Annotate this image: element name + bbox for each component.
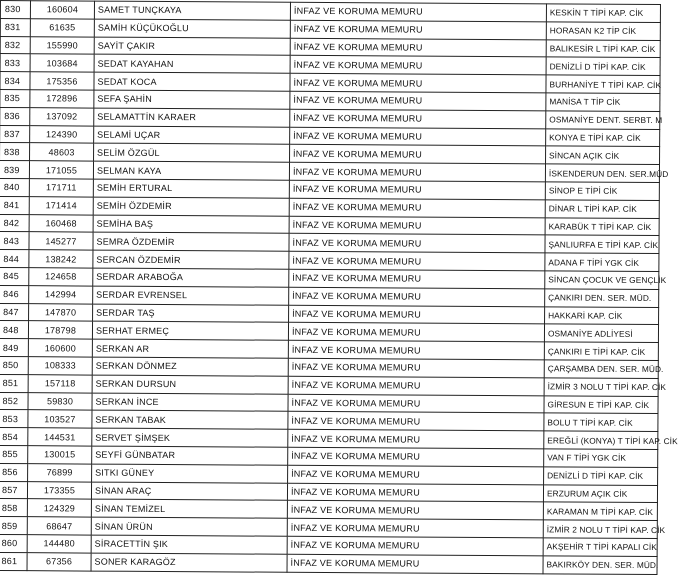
full-name-cell: SELAMATTİN KARAER — [94, 108, 290, 127]
job-title-cell: İNFAZ VE KORUMA MEMURU — [289, 180, 545, 199]
job-title-cell: İNFAZ VE KORUMA MEMURU — [287, 536, 543, 555]
full-name-cell: SERKAN DURSUN — [92, 375, 288, 394]
full-name-cell: SERKAN TABAK — [92, 410, 288, 429]
institution-cell: EREĞLİ (KONYA) T TİPİ KAP. CİK — [544, 431, 658, 449]
institution-cell: OSMANİYE DENT. SERBT. M — [546, 111, 660, 129]
row-number-cell: 859 — [0, 517, 27, 535]
institution-cell: DİNAR L TİPİ KAP. CİK — [545, 200, 659, 218]
registry-number-cell: 145277 — [29, 232, 93, 250]
institution-cell: İZMİR 3 NOLU T TİPİ KAP. CİK — [544, 378, 658, 396]
row-number-cell: 856 — [0, 463, 28, 481]
registry-number-cell: 103527 — [28, 410, 92, 428]
row-number-cell: 858 — [0, 499, 27, 517]
row-number-cell: 853 — [0, 410, 28, 428]
full-name-cell: SERCAN ÖZDEMİR — [93, 250, 289, 269]
full-name-cell: SİNAN ARAÇ — [91, 482, 287, 501]
full-name-cell: SİRACETTİN ŞIK — [91, 535, 287, 554]
full-name-cell: SEFA ŞAHİN — [94, 90, 290, 109]
full-name-cell: SEMİH ÖZDEMİR — [93, 197, 289, 216]
job-title-cell: İNFAZ VE KORUMA MEMURU — [290, 91, 546, 110]
full-name-cell: SEYFİ GÜNBATAR — [92, 446, 288, 465]
registry-number-cell: 138242 — [29, 250, 93, 268]
job-title-cell: İNFAZ VE KORUMA MEMURU — [290, 56, 546, 75]
job-title-cell: İNFAZ VE KORUMA MEMURU — [288, 340, 544, 359]
registry-number-cell: 157118 — [28, 374, 92, 392]
row-number-cell: 832 — [0, 36, 30, 54]
job-title-cell: İNFAZ VE KORUMA MEMURU — [287, 483, 543, 502]
registry-number-cell: 173355 — [27, 481, 91, 499]
registry-number-cell: 147870 — [29, 303, 93, 321]
job-title-cell: İNFAZ VE KORUMA MEMURU — [289, 251, 545, 270]
full-name-cell: SAMET TUNÇKAYA — [94, 1, 290, 20]
job-title-cell: İNFAZ VE KORUMA MEMURU — [289, 287, 545, 306]
full-name-cell: SAYİT ÇAKIR — [94, 37, 290, 56]
institution-cell: MANİSA T TİP CİK — [546, 93, 660, 111]
job-title-cell: İNFAZ VE KORUMA MEMURU — [289, 269, 545, 288]
full-name-cell: SERKAN İNCE — [92, 393, 288, 412]
institution-cell: VAN F TİPİ YGK CİK — [544, 449, 658, 467]
institution-cell: ERZURUM AÇIK CİK — [543, 484, 657, 502]
institution-cell: ÇANKIRI DEN. SER. MÜD. — [545, 289, 659, 307]
institution-cell: SİNOP E TİPİ CİK — [545, 182, 659, 200]
job-title-cell: İNFAZ VE KORUMA MEMURU — [289, 198, 545, 217]
registry-number-cell: 130015 — [28, 446, 92, 464]
row-number-cell: 847 — [0, 303, 29, 321]
row-number-cell: 834 — [0, 72, 30, 90]
job-title-cell: İNFAZ VE KORUMA MEMURU — [288, 323, 544, 342]
job-title-cell: İNFAZ VE KORUMA MEMURU — [288, 358, 544, 377]
job-title-cell: İNFAZ VE KORUMA MEMURU — [290, 2, 546, 21]
full-name-cell: SERVET ŞİMŞEK — [92, 428, 288, 447]
row-number-cell: 857 — [0, 481, 28, 499]
institution-cell: ÇARŞAMBA DEN. SER. MÜD. — [544, 360, 658, 378]
institution-cell: HORASAN K2 TİP CİK — [546, 22, 660, 40]
full-name-cell: SELMAN KAYA — [93, 161, 289, 180]
full-name-cell: SİNAN ÜRÜN — [91, 517, 287, 536]
registry-number-cell: 124390 — [30, 125, 94, 143]
institution-cell: SİNCAN AÇIK CİK — [546, 146, 660, 164]
institution-cell: BURHANİYE T TİPİ KAP. CİK — [546, 75, 660, 93]
full-name-cell: SONER KARAGÖZ — [91, 553, 287, 572]
row-number-cell: 860 — [0, 534, 27, 552]
personnel-table-body — [0, 1, 678, 575]
full-name-cell: SAMİH KÜÇÜKOĞLU — [94, 19, 290, 38]
institution-cell: KONYA E TİPİ KAP. CİK — [546, 128, 660, 146]
full-name-cell: SELAMİ UÇAR — [94, 126, 290, 145]
registry-number-cell: 142994 — [29, 285, 93, 303]
institution-cell: ÇANKIRI E TİPİ KAP. CİK — [544, 342, 658, 360]
row-number-cell: 842 — [0, 214, 29, 232]
job-title-cell: İNFAZ VE KORUMA MEMURU — [288, 412, 544, 431]
institution-cell: DENİZLİ D TİPİ KAP. CİK — [544, 467, 658, 485]
registry-number-cell: 124658 — [29, 268, 93, 286]
full-name-cell: SITKI GÜNEY — [92, 464, 288, 483]
row-number-cell: 838 — [0, 143, 30, 161]
job-title-cell: İNFAZ VE KORUMA MEMURU — [290, 127, 546, 146]
row-number-cell: 854 — [0, 428, 28, 446]
full-name-cell: SERDAR EVRENSEL — [93, 286, 289, 305]
row-number-cell: 845 — [0, 267, 29, 285]
institution-cell: BAKIRKÖY DEN. SER. MÜD. — [543, 556, 657, 574]
row-number-cell: 839 — [0, 161, 30, 179]
table-row — [0, 552, 657, 574]
row-number-cell: 833 — [0, 54, 30, 72]
registry-number-cell: 144480 — [27, 535, 91, 553]
registry-number-cell: 59830 — [28, 392, 92, 410]
full-name-cell: SEDAT KOCA — [94, 72, 290, 91]
institution-cell: KARAMAN M TİPİ KAP. CİK — [543, 502, 657, 520]
institution-cell: ADANA F TİPİ YGK CİK — [545, 253, 659, 271]
row-number-cell: 850 — [0, 356, 28, 374]
job-title-cell: İNFAZ VE KORUMA MEMURU — [290, 38, 546, 57]
row-number-cell: 852 — [0, 392, 28, 410]
row-number-cell: 843 — [0, 232, 29, 250]
job-title-cell: İNFAZ VE KORUMA MEMURU — [288, 376, 544, 395]
institution-cell: İZMİR 2 NOLU T TİPİ KAP. CİK — [543, 520, 657, 538]
job-title-cell: İNFAZ VE KORUMA MEMURU — [288, 429, 544, 448]
job-title-cell: İNFAZ VE KORUMA MEMURU — [287, 518, 543, 537]
registry-number-cell: 108333 — [28, 357, 92, 375]
registry-number-cell: 171711 — [29, 179, 93, 197]
job-title-cell: İNFAZ VE KORUMA MEMURU — [287, 501, 543, 520]
job-title-cell: İNFAZ VE KORUMA MEMURU — [287, 554, 543, 573]
institution-cell: BOLU T TİPİ KAP. CİK — [544, 413, 658, 431]
registry-number-cell: 172896 — [30, 90, 94, 108]
registry-number-cell: 144531 — [28, 428, 92, 446]
registry-number-cell: 68647 — [27, 517, 91, 535]
full-name-cell: SEMRA ÖZDEMİR — [93, 232, 289, 251]
row-number-cell: 836 — [0, 107, 30, 125]
institution-cell: DENİZLİ D TİPİ KAP. CİK — [546, 57, 660, 75]
registry-number-cell: 171414 — [29, 196, 93, 214]
registry-number-cell: 76899 — [28, 463, 92, 481]
institution-cell: KESKİN T TİPİ KAP. CİK — [546, 4, 660, 22]
full-name-cell: SERKAN AR — [92, 339, 288, 358]
job-title-cell: İNFAZ VE KORUMA MEMURU — [290, 73, 546, 92]
institution-cell: ŞANLIURFA E TİPİ KAP. CİK — [545, 235, 659, 253]
job-title-cell: İNFAZ VE KORUMA MEMURU — [289, 234, 545, 253]
full-name-cell: SERHAT ERMEÇ — [92, 321, 288, 340]
institution-cell: AKŞEHİR T TİPİ KAPALI CİK — [543, 538, 657, 556]
full-name-cell: SİNAN TEMİZEL — [91, 499, 287, 518]
registry-number-cell: 103684 — [30, 54, 94, 72]
full-name-cell: SEDAT KAYAHAN — [94, 54, 290, 73]
registry-number-cell: 160604 — [30, 1, 94, 19]
job-title-cell: İNFAZ VE KORUMA MEMURU — [289, 305, 545, 324]
row-number-cell: 849 — [0, 339, 28, 357]
registry-number-cell: 124329 — [27, 499, 91, 517]
job-title-cell: İNFAZ VE KORUMA MEMURU — [290, 109, 546, 128]
row-number-cell: 840 — [0, 178, 29, 196]
row-number-cell: 830 — [0, 1, 30, 19]
job-title-cell: İNFAZ VE KORUMA MEMURU — [288, 447, 544, 466]
institution-cell: İSKENDERUN DEN. SER.MÜD — [545, 164, 659, 182]
row-number-cell: 855 — [0, 445, 28, 463]
institution-cell: SİNCAN ÇOCUK VE GENÇLİK — [545, 271, 659, 289]
job-title-cell: İNFAZ VE KORUMA MEMURU — [288, 394, 544, 413]
registry-number-cell: 160468 — [29, 214, 93, 232]
row-number-cell: 848 — [0, 321, 29, 339]
registry-number-cell: 175356 — [30, 72, 94, 90]
full-name-cell: SERDAR TAŞ — [93, 304, 289, 323]
full-name-cell: SERDAR ARABOĞA — [93, 268, 289, 287]
full-name-cell: SELİM ÖZGÜL — [94, 143, 290, 162]
row-number-cell: 837 — [0, 125, 30, 143]
job-title-cell: İNFAZ VE KORUMA MEMURU — [289, 162, 545, 181]
registry-number-cell: 137092 — [30, 107, 94, 125]
job-title-cell: İNFAZ VE KORUMA MEMURU — [288, 465, 544, 484]
institution-cell: GİRESUN E TİPİ KAP. CİK — [544, 395, 658, 413]
job-title-cell: İNFAZ VE KORUMA MEMURU — [290, 145, 546, 164]
row-number-cell: 831 — [0, 18, 30, 36]
job-title-cell: İNFAZ VE KORUMA MEMURU — [290, 20, 546, 39]
institution-cell: KARABÜK T TİPİ KAP. CİK — [545, 217, 659, 235]
institution-cell: BALIKESİR L TİPİ KAP. CİK — [546, 39, 660, 57]
row-number-cell: 835 — [0, 89, 30, 107]
institution-cell: HAKKARİ KAP. CİK — [545, 306, 659, 324]
row-number-cell: 844 — [0, 250, 29, 268]
institution-cell: OSMANİYE ADLİYESİ — [544, 324, 658, 342]
registry-number-cell: 171055 — [29, 161, 93, 179]
registry-number-cell: 48603 — [30, 143, 94, 161]
row-number-cell: 846 — [0, 285, 29, 303]
registry-number-cell: 160600 — [28, 339, 92, 357]
registry-number-cell: 178798 — [28, 321, 92, 339]
job-title-cell: İNFAZ VE KORUMA MEMURU — [289, 216, 545, 235]
registry-number-cell: 155990 — [30, 36, 94, 54]
row-number-cell: 841 — [0, 196, 29, 214]
row-number-cell: 861 — [0, 552, 27, 570]
full-name-cell: SERKAN DÖNMEZ — [92, 357, 288, 376]
full-name-cell: SEMİH ERTURAL — [93, 179, 289, 198]
registry-number-cell: 67356 — [27, 552, 91, 570]
full-name-cell: SEMİHA BAŞ — [93, 215, 289, 234]
row-number-cell: 851 — [0, 374, 28, 392]
registry-number-cell: 61635 — [30, 18, 94, 36]
